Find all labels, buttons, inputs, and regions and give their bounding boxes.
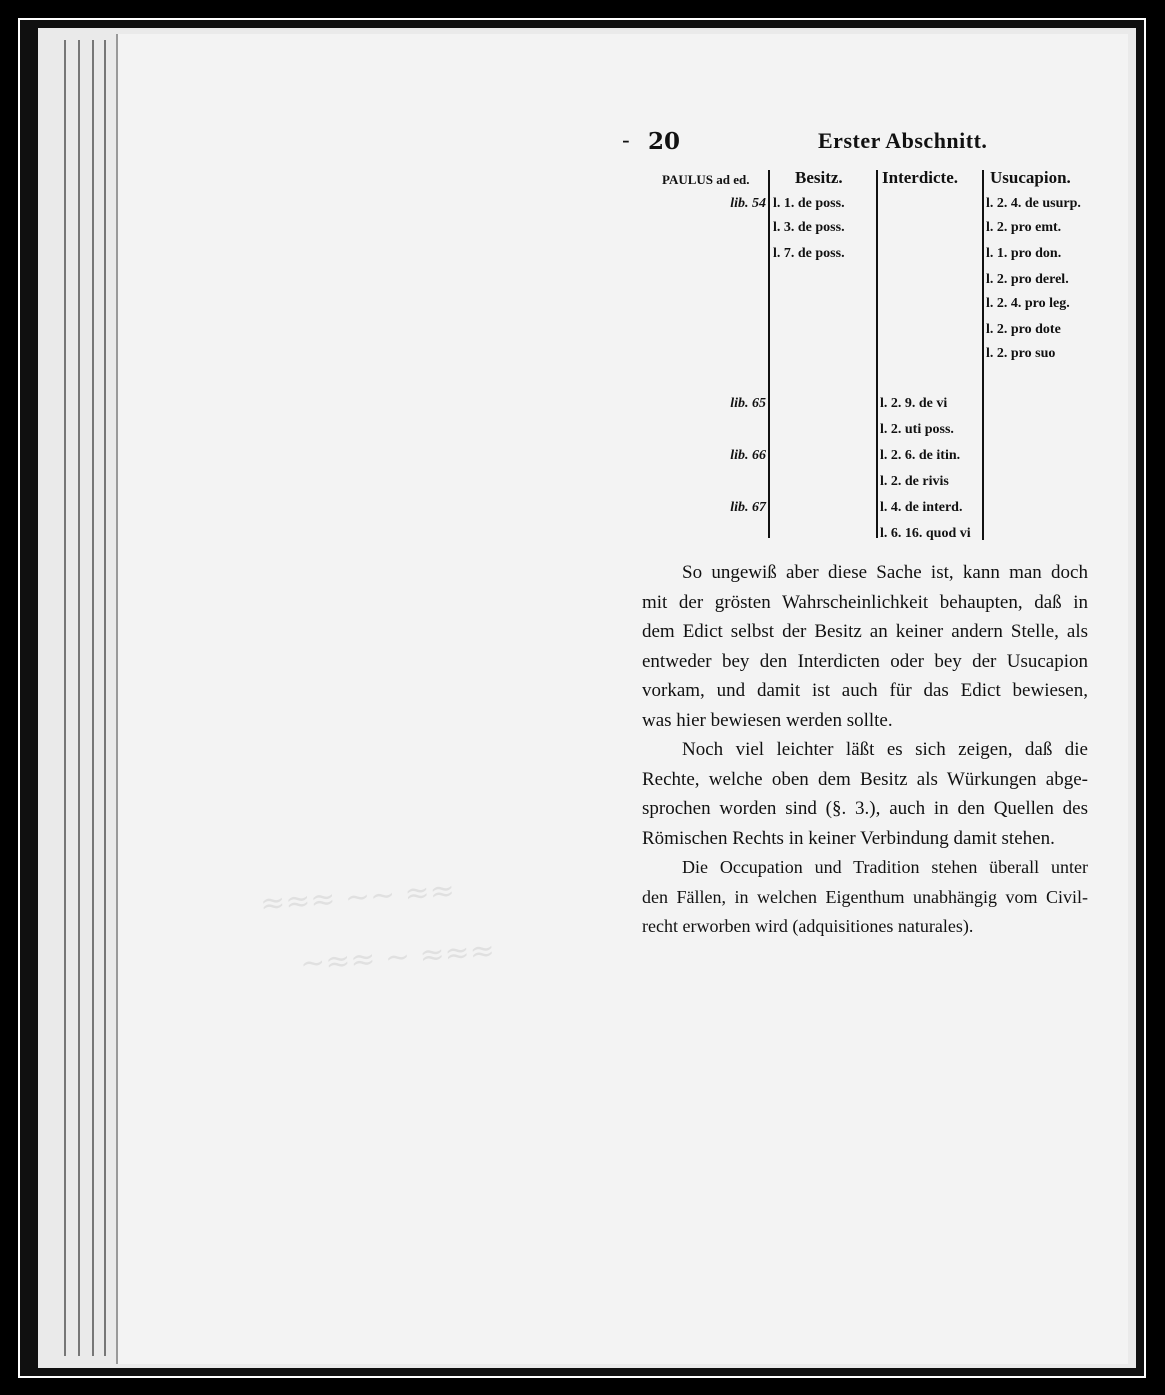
text-line: was hier bewiesen werden sollte. — [642, 709, 893, 731]
text-line: sprochen worden sind (§. 3.), auch in den Quellen des — [642, 798, 1088, 819]
column-header-interdicte: Interdicte. — [882, 168, 959, 187]
page-number: 20 — [648, 128, 681, 155]
column-header-usucapion: Usucapion. — [990, 168, 1071, 187]
text-line: Römischen Rechts in keiner Verbindung damit stehen. — [642, 827, 1055, 849]
cell-usucapion: l. 2. pro derel. — [986, 272, 1069, 287]
column-header-besitz: Besitz. — [795, 168, 843, 187]
paragraph-3 — [642, 853, 1088, 942]
cell-usucapion: l. 2. 4. pro leg. — [986, 296, 1070, 311]
text-line: Die Occupation und Tradition stehen überall unter — [682, 857, 1088, 877]
concordance-table — [640, 168, 1100, 548]
cell-besitz: l. 7. de poss. — [773, 246, 845, 261]
bleed-through-marks: ~≈≈ ~ ≈≈≈ — [299, 933, 497, 982]
text-line: Rechte, welche oben dem Besitz als Würkungen abge- — [642, 768, 1088, 790]
cell-besitz: l. 3. de poss. — [773, 220, 845, 235]
cell-interdicte: l. 2. 9. de vi — [880, 396, 948, 411]
text-line: recht erworben wird (adquisitiones naturales). — [642, 916, 974, 936]
cell-usucapion: l. 2. pro suo — [986, 346, 1056, 361]
paragraph-2 — [642, 735, 1088, 853]
text-line: Noch viel leichter läßt es sich zeigen, daß die — [682, 739, 1088, 760]
text-line: vorkam, und damit ist auch für das Edict bewiesen, — [642, 680, 1088, 701]
page-edge-line — [64, 40, 66, 1356]
table-author: PAULUS ad ed. — [662, 172, 750, 187]
cell-usucapion: l. 2. pro emt. — [986, 220, 1062, 235]
page-header — [622, 128, 1002, 158]
lib-reference: lib. 65 — [730, 396, 766, 411]
cell-usucapion: l. 2. pro dote — [986, 322, 1061, 337]
text-line: mit der grösten Wahrscheinlichkeit behaupten, daß in — [642, 591, 1088, 613]
column-rule — [768, 170, 770, 538]
page-edge-line — [104, 40, 106, 1356]
lib-reference: lib. 66 — [730, 448, 766, 463]
cell-besitz: l. 1. de poss. — [773, 196, 845, 211]
column-rule — [876, 170, 878, 538]
bleed-through-marks: ≈≈≈ ~~ ≈≈ — [259, 873, 457, 922]
text-line: den Fällen, in welchen Eigenthum unabhängig vom Civil- — [642, 886, 1088, 907]
cell-interdicte: l. 2. 6. de itin. — [880, 448, 961, 463]
text-line: dem Edict selbst der Besitz an keiner andern Stelle, als — [642, 621, 1088, 642]
cell-usucapion: l. 1. pro don. — [986, 246, 1062, 261]
column-rule — [982, 170, 984, 540]
cell-interdicte: l. 4. de interd. — [880, 500, 963, 515]
lib-reference: lib. 67 — [730, 500, 766, 515]
text-line: So ungewiß aber diese Sache ist, kann man doch — [682, 562, 1088, 583]
page-edge-line — [78, 40, 80, 1356]
paragraph-1 — [642, 558, 1088, 735]
cell-interdicte: l. 2. uti poss. — [880, 422, 954, 437]
cell-usucapion: l. 2. 4. de usurp. — [986, 196, 1081, 211]
body-text — [642, 558, 1088, 942]
running-title: Erster Abschnitt. — [818, 128, 988, 153]
text-line: entweder bey den Interdicten oder bey der Usucapion — [642, 650, 1088, 672]
header-dash: - — [622, 128, 630, 154]
cell-interdicte: l. 6. 16. quod vi — [880, 526, 971, 541]
page-edge-line — [92, 40, 94, 1356]
lib-reference: lib. 54 — [730, 196, 766, 211]
cell-interdicte: l. 2. de rivis — [880, 474, 949, 489]
